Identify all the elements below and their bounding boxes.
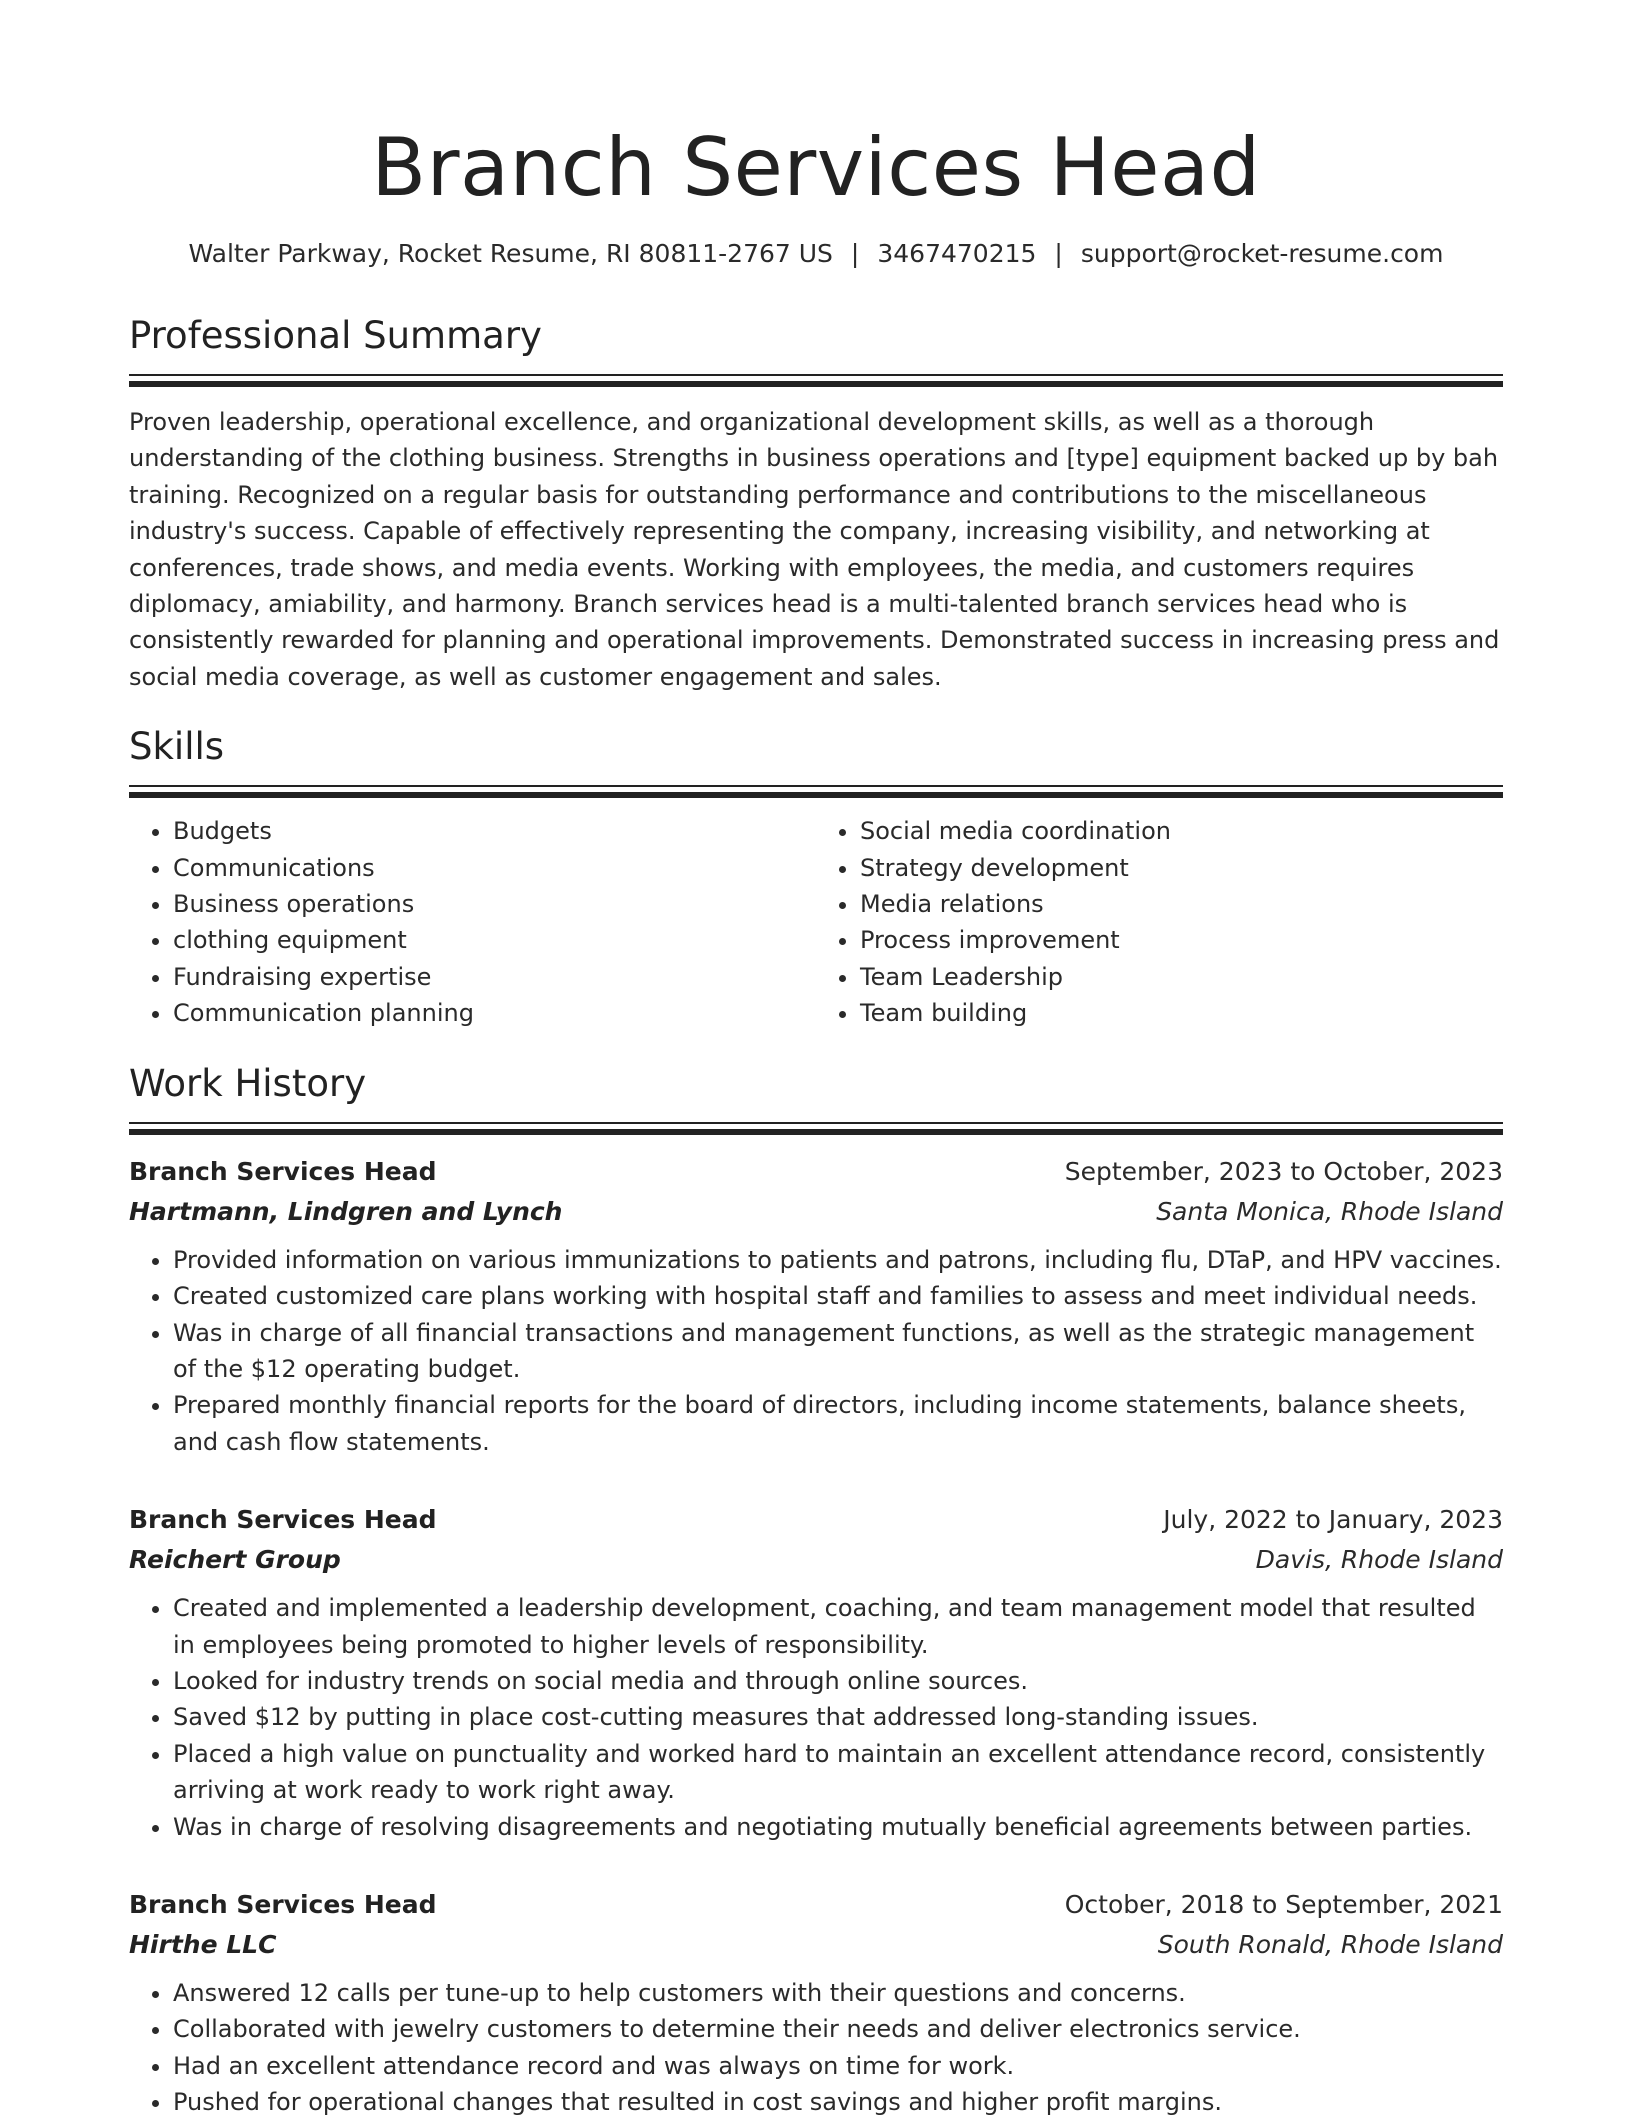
contact-address: Walter Parkway, Rocket Resume, RI 80811-2767 US xyxy=(188,239,833,268)
work-history-section xyxy=(129,1060,1503,2121)
section-divider xyxy=(129,1122,1503,1136)
section-divider xyxy=(129,374,1503,388)
job-entry xyxy=(129,1152,1503,1460)
skill-item: • Communications xyxy=(173,850,816,886)
skill-item: • Team Leadership xyxy=(860,959,1503,995)
job-company: Reichert Group xyxy=(129,1545,341,1575)
job-dates: July, 2022 to January, 2023 xyxy=(1163,1505,1503,1535)
section-divider xyxy=(129,785,1503,799)
work-history-heading: Work History xyxy=(129,1061,367,1105)
job-bullet: • Created customized care plans working with hospital staff and families to assess and meet individual needs. xyxy=(173,1278,1503,1314)
job-title: Branch Services Head xyxy=(129,1505,437,1535)
contact-phone: 3467470215 xyxy=(877,239,1037,268)
job-bullet: • Created and implemented a leadership development, coaching, and team management model that resulted in employees being promoted to higher levels of responsibility. xyxy=(173,1590,1503,1663)
skill-item: • Process improvement xyxy=(860,922,1503,958)
skill-item: • clothing equipment xyxy=(173,922,816,958)
job-bullet: • Looked for industry trends on social media and through online sources. xyxy=(173,1663,1503,1699)
job-subheader xyxy=(129,1925,1503,1965)
skills-heading: Skills xyxy=(129,725,225,769)
job-header xyxy=(129,1500,1503,1540)
job-title: Branch Services Head xyxy=(129,1889,437,1919)
job-bullet: • Was in charge of resolving disagreements and negotiating mutually beneficial agreements between parties. xyxy=(173,1809,1503,1845)
job-bullet: • Provided information on various immunizations to patients and patrons, including flu, DTaP, and HPV vaccines. xyxy=(173,1242,1503,1278)
job-bullet: • Collaborated with jewelry customers to determine their needs and deliver electronics service. xyxy=(173,2011,1503,2047)
job-bullet: • Answered 12 calls per tune-up to help customers with their questions and concerns. xyxy=(173,1975,1503,2011)
summary-text: Proven leadership, operational excellence, and organizational development skills, as well as a thorough understanding of the clothing business. Strengths in business operations and [type] equipment backed up by bah training. Recognized on a regular basis for outstanding performance and contributions to the miscellaneous industry's success. Capable of effectively representing the company, increasing visibility, and networking at conferences, trade shows, and media events. Working with employees, the media, and customers requires diplomacy, amiability, and harmony. Branch services head is a multi-talented branch services head who is consistently rewarded for planning and operational improvements. Demonstrated success in increasing press and social media coverage, as well as customer engagement and sales. xyxy=(129,408,1500,691)
contact-line xyxy=(129,236,1503,272)
job-bullet: • Was in charge of all financial transactions and management functions, as well as the strategic management of the $12 operating budget. xyxy=(173,1315,1503,1388)
skill-item: • Budgets xyxy=(173,813,816,849)
job-bullets xyxy=(129,1242,1503,1460)
job-header xyxy=(129,1152,1503,1192)
skill-item: • Strategy development xyxy=(860,850,1503,886)
skills-grid xyxy=(129,813,1503,1031)
summary-section xyxy=(129,312,1503,695)
job-subheader xyxy=(129,1540,1503,1580)
job-location: Davis, Rhode Island xyxy=(1255,1545,1503,1575)
job-bullets xyxy=(129,1975,1503,2121)
skill-item: • Business operations xyxy=(173,886,816,922)
job-bullet: • Had an excellent attendance record and was always on time for work. xyxy=(173,2048,1503,2084)
job-location: Santa Monica, Rhode Island xyxy=(1156,1196,1503,1226)
job-bullet: • Saved $12 by putting in place cost-cutting measures that addressed long-standing issues. xyxy=(173,1699,1503,1735)
skill-item: • Social media coordination xyxy=(860,813,1503,849)
skill-item: • Media relations xyxy=(860,886,1503,922)
job-dates: September, 2023 to October, 2023 xyxy=(1064,1156,1503,1186)
job-title: Branch Services Head xyxy=(129,1156,437,1186)
skill-item: • Fundraising expertise xyxy=(173,959,816,995)
contact-email: support@rocket-resume.com xyxy=(1080,239,1444,268)
job-bullets xyxy=(129,1590,1503,1845)
job-bullet: • Prepared monthly financial reports for the board of directors, including income statements, balance sheets, and cash flow statements. xyxy=(173,1387,1503,1460)
skills-section xyxy=(129,723,1503,1031)
job-bullet: • Pushed for operational changes that resulted in cost savings and higher profit margins. xyxy=(173,2084,1503,2120)
skills-list-left xyxy=(129,813,816,1031)
skill-item: • Communication planning xyxy=(173,995,816,1031)
skills-list-right xyxy=(816,813,1503,1031)
job-entry xyxy=(129,1885,1503,2121)
summary-heading: Professional Summary xyxy=(129,314,542,357)
job-entry xyxy=(129,1500,1503,1845)
job-company: Hirthe LLC xyxy=(129,1929,277,1959)
job-bullet: • Placed a high value on punctuality and worked hard to maintain an excellent attendance record, consistently arriving at work ready to work right away. xyxy=(173,1736,1503,1809)
job-header xyxy=(129,1885,1503,1925)
job-subheader xyxy=(129,1192,1503,1232)
job-location: South Ronald, Rhode Island xyxy=(1157,1929,1503,1959)
skill-item: • Team building xyxy=(860,995,1503,1031)
job-company: Hartmann, Lindgren and Lynch xyxy=(129,1196,563,1226)
contact-separator: | xyxy=(850,239,860,268)
job-dates: October, 2018 to September, 2021 xyxy=(1064,1889,1503,1919)
contact-separator: | xyxy=(1054,239,1063,268)
resume-name: Branch Services Head xyxy=(371,121,1261,214)
